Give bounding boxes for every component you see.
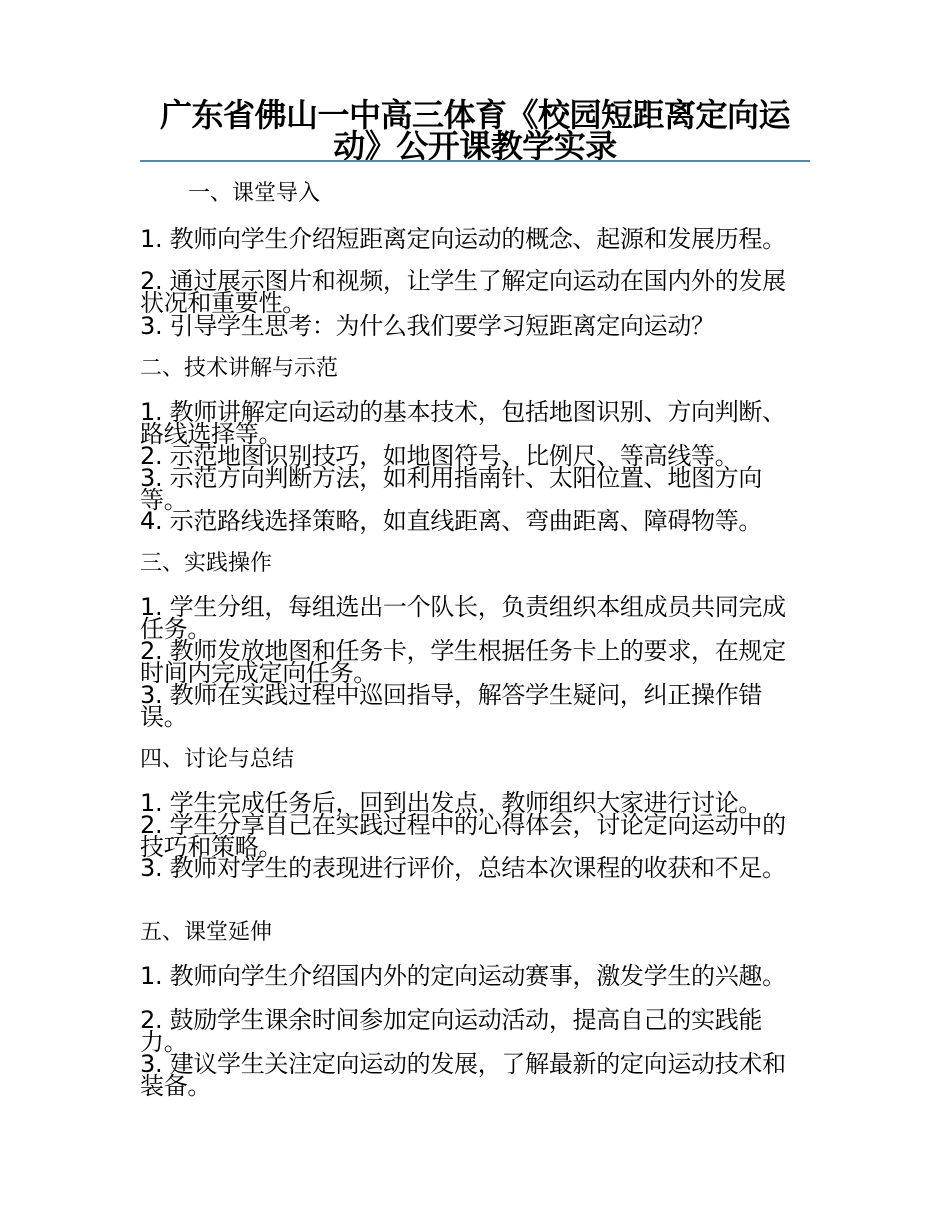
document-title: 广东省佛山一中高三体育《校园短距离定向运动》公开课教学实录 <box>159 96 790 165</box>
list-item: 2. 教师发放地图和任务卡，学生根据任务卡上的要求，在规定时间内完成定向任务。 <box>140 637 786 687</box>
list-item: 1. 教师向学生介绍短距离定向运动的概念、起源和发展历程。 <box>140 225 786 253</box>
section-heading: 一、课堂导入 <box>188 181 321 206</box>
section-heading: 二、技术讲解与示范 <box>140 356 339 381</box>
title-underline <box>140 160 810 162</box>
list-item: 4. 示范路线选择策略，如直线距离、弯曲距离、障碍物等。 <box>140 507 763 535</box>
list-item: 2. 学生分享自己在实践过程中的心得体会，讨论定向运动中的技巧和策略。 <box>140 811 786 861</box>
list-item: 1. 学生分组，每组选出一个队长，负责组织本组成员共同完成任务。 <box>140 593 786 643</box>
section-heading: 三、实践操作 <box>140 551 273 576</box>
list-item: 1. 教师讲解定向运动的基本技术，包括地图识别、方向判断、路线选择等。 <box>140 398 786 448</box>
list-item: 2. 示范地图识别技巧，如地图符号、比例尺、等高线等。 <box>140 442 739 470</box>
list-item: 3. 教师在实践过程中巡回指导，解答学生疑问，纠正操作错误。 <box>140 681 763 731</box>
list-item: 3. 教师对学生的表现进行评价，总结本次课程的收获和不足。 <box>140 854 786 882</box>
list-item: 3. 引导学生思考：为什么我们要学习短距离定向运动？ <box>140 312 715 340</box>
list-item: 1. 学生完成任务后，回到出发点，教师组织大家进行讨论。 <box>140 789 763 817</box>
section-heading: 五、课堂延伸 <box>140 920 273 945</box>
list-item: 3. 建议学生关注定向运动的发展，了解最新的定向运动技术和装备。 <box>140 1050 786 1100</box>
list-item: 3. 示范方向判断方法，如利用指南针、太阳位置、地图方向等。 <box>140 464 763 514</box>
section-heading: 四、讨论与总结 <box>140 747 295 772</box>
list-item: 1. 教师向学生介绍国内外的定向运动赛事，激发学生的兴趣。 <box>140 962 786 990</box>
list-item: 2. 通过展示图片和视频，让学生了解定向运动在国内外的发展状况和重要性。 <box>140 267 786 317</box>
list-item: 2. 鼓励学生课余时间参加定向运动活动，提高自己的实践能力。 <box>140 1006 763 1056</box>
